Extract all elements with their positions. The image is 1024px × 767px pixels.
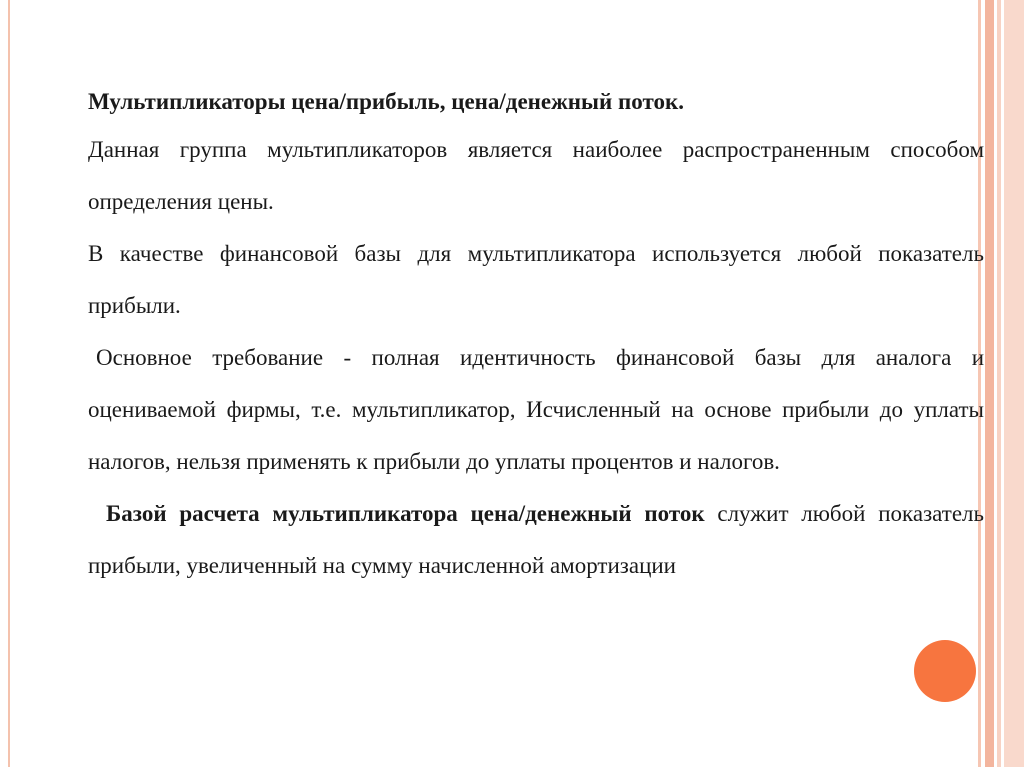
frame-left-line bbox=[8, 0, 10, 767]
paragraph-1: Данная группа мультипликаторов является наиболее распространенным способом определения цены. bbox=[88, 137, 984, 214]
slide-title: Мультипликаторы цена/прибыль, цена/денежный поток. bbox=[88, 89, 684, 114]
accent-circle bbox=[914, 640, 976, 702]
paragraph-4 bbox=[88, 488, 984, 592]
slide-content bbox=[88, 80, 984, 592]
stripe bbox=[1004, 0, 1024, 767]
paragraph-4-bold: Базой расчета мультипликатора цена/денежный поток bbox=[106, 501, 705, 526]
decorative-stripes bbox=[978, 0, 1024, 767]
paragraph-2: В качестве финансовой базы для мультипликатора используется любой показатель прибыли. bbox=[88, 241, 984, 318]
paragraph-3: Основное требование - полная идентичность финансовой базы для аналога и оцениваемой фирмы, т.е. мультипликатор, Исчисленный на основе прибыли до уплаты налогов, нельзя применять к прибыли до уплаты процентов и налогов. bbox=[88, 345, 984, 474]
stripe bbox=[985, 0, 994, 767]
paragraph-4-rest: служит любой показатель прибыли, увеличенный на сумму начисленной амортизации bbox=[88, 501, 984, 578]
